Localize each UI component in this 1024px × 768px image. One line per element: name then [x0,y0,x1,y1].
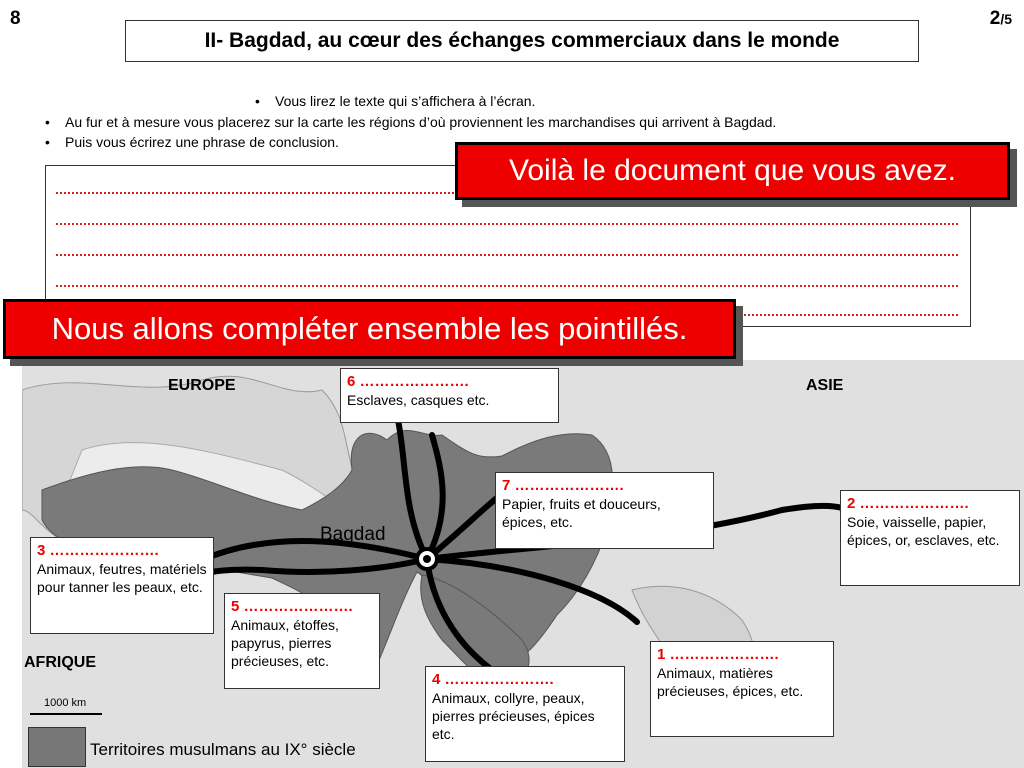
callout-2 [840,490,1020,586]
instruction-text: Puis vous écrirez une phrase de conclusion. [65,134,339,150]
instruction-item: • Au fur et à mesure vous placerez sur la carte les régions d’où proviennent les marchandises qui arrivent à Bagdad. [45,114,777,130]
dotted-line [56,285,958,287]
callout-number: 5 …………………. [231,598,353,615]
callout-text: Esclaves, casques etc. [347,392,490,408]
region-label-afrique: AFRIQUE [24,654,96,671]
callout-number: 4 …………………. [432,671,554,688]
page-title-text: II- Bagdad, au cœur des échanges commerciaux dans le monde [204,29,840,52]
document-banner-text: Voilà le document que vous avez. [509,154,956,187]
region-label-asie: ASIE [806,377,844,394]
page-indicator [990,8,1012,30]
callout-number: 3 …………………. [37,542,159,559]
callout-text: Animaux, feutres, matériels pour tanner les peaux, etc. [37,561,207,595]
callout-4 [425,666,625,762]
dotted-line [56,254,958,256]
slide-number: 8 [10,8,21,29]
complete-banner [3,299,736,359]
document-banner [455,142,1010,200]
callout-7 [495,472,714,549]
trade-map [22,360,1024,768]
callout-text: Animaux, collyre, peaux, pierres précieuses, épices etc. [432,690,595,742]
callout-text: Animaux, étoffes, papyrus, pierres précieuses, etc. [231,617,339,669]
instruction-item: • Vous lirez le texte qui s’affichera à l’écran. [255,93,536,109]
callout-number: 6 …………………. [347,373,469,390]
legend-label: Territoires musulmans au IX° siècle [90,740,356,759]
callout-number: 1 …………………. [657,646,779,663]
instruction-text: Vous lirez le texte qui s’affichera à l’écran. [275,93,536,109]
callout-5 [224,593,380,689]
callout-number: 7 …………………. [502,477,624,494]
callout-text: Animaux, matières précieuses, épices, etc. [657,665,804,699]
page-current: 2 [989,8,1001,29]
callout-text: Soie, vaisselle, papier, épices, or, esclaves, etc. [847,514,1000,548]
instruction-item: • Puis vous écrirez une phrase de conclusion. [45,134,339,150]
region-label-europe: EUROPE [168,377,236,394]
callout-text: Papier, fruits et douceurs, épices, etc. [502,496,661,530]
dotted-line [56,223,958,225]
callout-6 [340,368,559,423]
callout-1 [650,641,834,737]
legend-swatch [28,727,86,767]
complete-banner-text: Nous allons compléter ensemble les pointillés. [51,311,688,346]
page-total: /5 [1000,11,1012,27]
scale-label: 1000 km [44,697,87,709]
callout-3 [30,537,214,634]
page-title [125,20,919,62]
bagdad-marker-dot [423,555,431,563]
bagdad-label: Bagdad [320,524,386,545]
callout-number: 2 …………………. [847,495,969,512]
instruction-text: Au fur et à mesure vous placerez sur la carte les régions d’où proviennent les marchandises qui arrivent à Bagdad. [65,114,777,130]
